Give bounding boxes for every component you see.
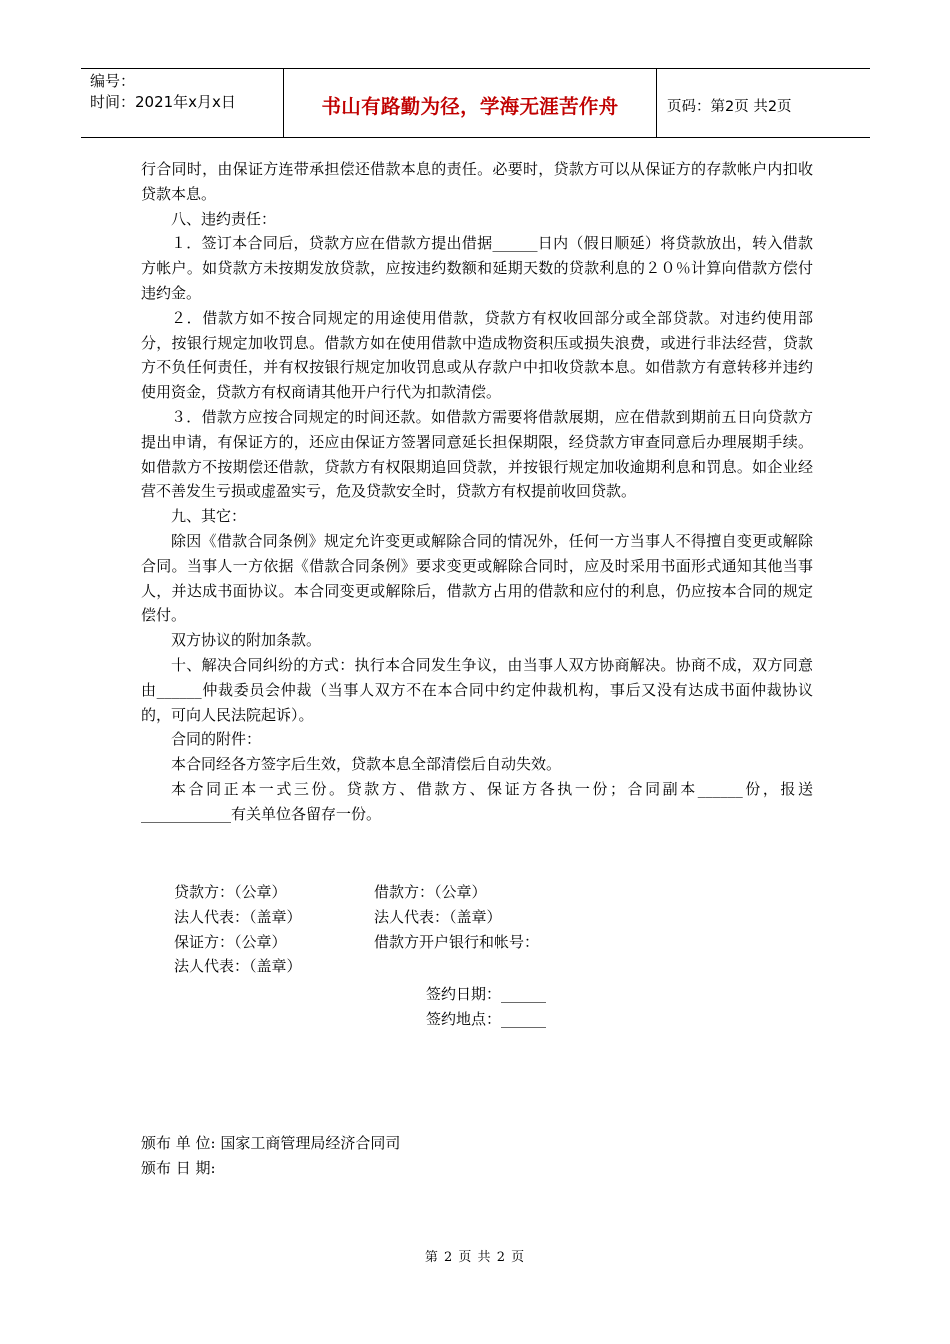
header-motto: 书山有路勤为径，学海无涯苦作舟 xyxy=(283,69,657,137)
paragraph: １．签订本合同后，贷款方应在借款方提出借据______日内（假日顺延）将贷款放出，转入借款方帐户。如贷款方未按期发放贷款，应按违约数额和延期天数的贷款利息的２０％计算向借款方偿付违约金。 xyxy=(141,234,813,302)
borrower-representative: 法人代表：（盖章） xyxy=(374,907,502,926)
guarantor-seal: 保证方：（公章） xyxy=(174,932,287,951)
signing-place: 签约地点：______ xyxy=(426,1009,547,1028)
document-time-label: 时间：2021年x月x日 xyxy=(90,93,236,111)
paragraph: 除因《借款合同条例》规定允许变更或解除合同的情况外，任何一方当事人不得擅自变更或解除合同。当事人一方依据《借款合同条例》要求变更或解除合同时，应及时采用书面形式通知其他当事人，并达成书面协议。本合同变更或解除后，借款方占用的借款和应付的利息，仍应按本合同的规定偿付。 xyxy=(141,531,813,625)
paragraph: 本合同经各方签字后生效，贷款本息全部清偿后自动失效。 xyxy=(171,755,562,774)
header-page-info: 页码：第2页 共2页 xyxy=(667,98,792,115)
borrower-bank-account: 借款方开户银行和帐号： xyxy=(374,932,540,951)
signing-date: 签约日期：______ xyxy=(426,985,547,1003)
lender-representative: 法人代表：（盖章） xyxy=(174,907,302,926)
issuing-unit: 颁布 单 位: 国家工商管理局经济合同司 xyxy=(141,1134,401,1152)
signing-info xyxy=(426,982,546,1032)
signature-block-right xyxy=(374,880,539,954)
borrower-seal: 借款方：（公章） xyxy=(374,883,487,901)
paragraph: 行合同时，由保证方连带承担偿还借款本息的责任。必要时，贷款方可以从保证方的存款帐户内扣收贷款本息。 xyxy=(141,160,813,203)
paragraph: ３．借款方应按合同规定的时间还款。如借款方需要将借款展期，应在借款到期前五日向贷款方提出申请，有保证方的，还应由保证方签署同意延长担保期限，经贷款方审查同意后办理展期手续。如借款方不按期偿还借款，贷款方有权限期追回贷款，并按银行规定加收逾期利息和罚息。如企业经营不善发生亏损或虚盈实亏，危及贷款安全时，贷款方有权提前收回贷款。 xyxy=(141,407,813,501)
paragraph: ２．借款方如不按合同规定的用途使用借款，贷款方有权收回部分或全部贷款。对违约使用部分，按银行规定加收罚息。借款方如在使用借款中造成物资积压或损失浪费，或进行非法经营，贷款方不负任何责任，并有权按银行规定加收罚息或从存款户中扣收贷款本息。如借款方有意转移并违约使用资金，贷款方有权商请其他开户行代为扣款清偿。 xyxy=(141,308,813,402)
page-header xyxy=(81,68,870,138)
paragraph: 本合同正本一式三份。贷款方、借款方、保证方各执一份；合同副本______份，报送____________有关单位各留存一份。 xyxy=(141,779,813,823)
paragraph: 九、其它： xyxy=(171,507,247,526)
document-number-label: 编号： xyxy=(90,72,136,90)
issuance-info xyxy=(141,1131,400,1181)
signature-block-left xyxy=(174,880,302,979)
paragraph: 十、解决合同纠纷的方式：执行本合同发生争议，由当事人双方协商解决。协商不成，双方同意由______仲裁委员会仲裁（当事人双方不在本合同中约定仲裁机构，事后又没有达成书面仲裁协议的，可向人民法院起诉）。 xyxy=(141,655,813,724)
paragraph: 合同的附件： xyxy=(171,730,262,749)
issuing-date: 颁布 日 期: xyxy=(141,1158,216,1177)
lender-seal: 贷款方：（公章） xyxy=(174,883,287,901)
paragraph: 双方协议的附加条款。 xyxy=(171,631,322,650)
page-footer: 第 2 页 共 2 页 xyxy=(424,1250,526,1265)
contract-body xyxy=(141,157,813,827)
paragraph: 八、违约责任： xyxy=(171,209,277,228)
guarantor-representative: 法人代表：（盖章） xyxy=(174,957,302,976)
header-left-cell xyxy=(81,69,283,137)
